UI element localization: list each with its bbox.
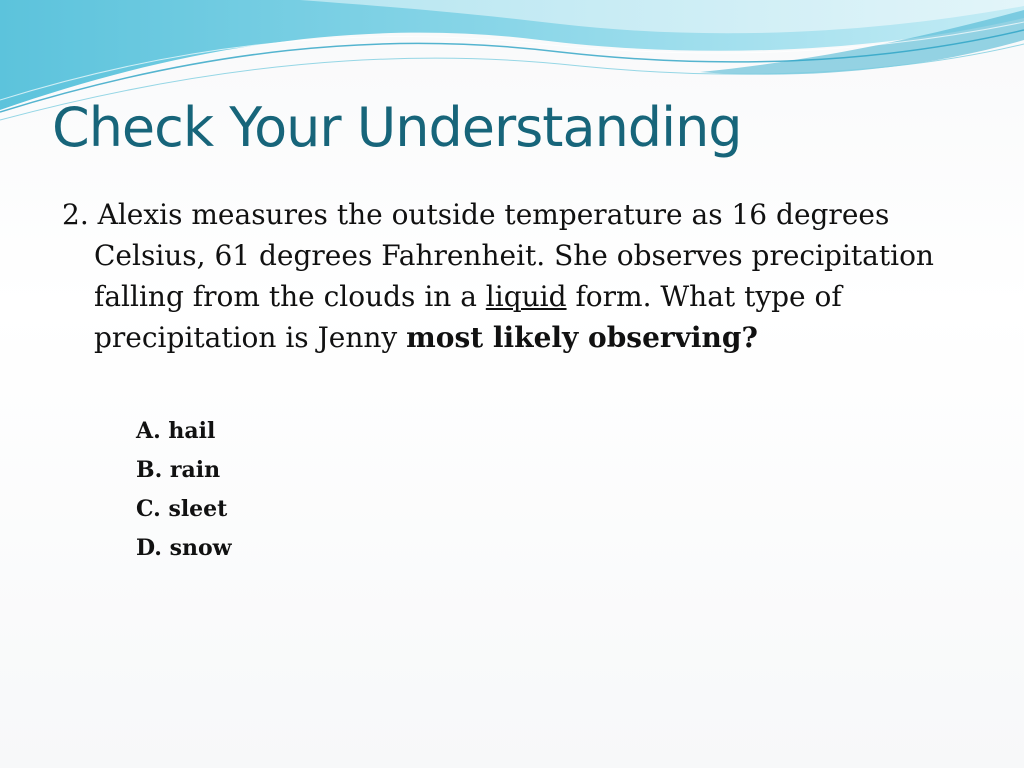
question-line-1: 2. Alexis measures the outside temperature as 16 degrees [62,198,890,231]
answer-choice-b: B. rain [136,457,221,483]
question-line-3-start: falling from the clouds in a [94,280,486,313]
answer-choices-list [136,412,232,568]
answer-choice-d: D. snow [136,535,232,561]
question-text [62,194,962,358]
slide-title: Check Your Understanding [52,96,742,159]
question-line-2: Celsius, 61 degrees Fahrenheit. She observes precipitation [94,239,934,272]
underlined-word-liquid: liquid [485,280,567,313]
question-line-4-start: precipitation is Jenny [94,321,407,354]
bold-phrase-most-likely: most likely observing? [406,321,758,354]
question-line-3-end: form. What type of [566,280,842,313]
answer-choice-a: A. hail [136,418,216,444]
question-line-4 [62,317,962,358]
answer-choice-c: C. sleet [136,496,228,522]
question-line-3 [62,276,962,317]
